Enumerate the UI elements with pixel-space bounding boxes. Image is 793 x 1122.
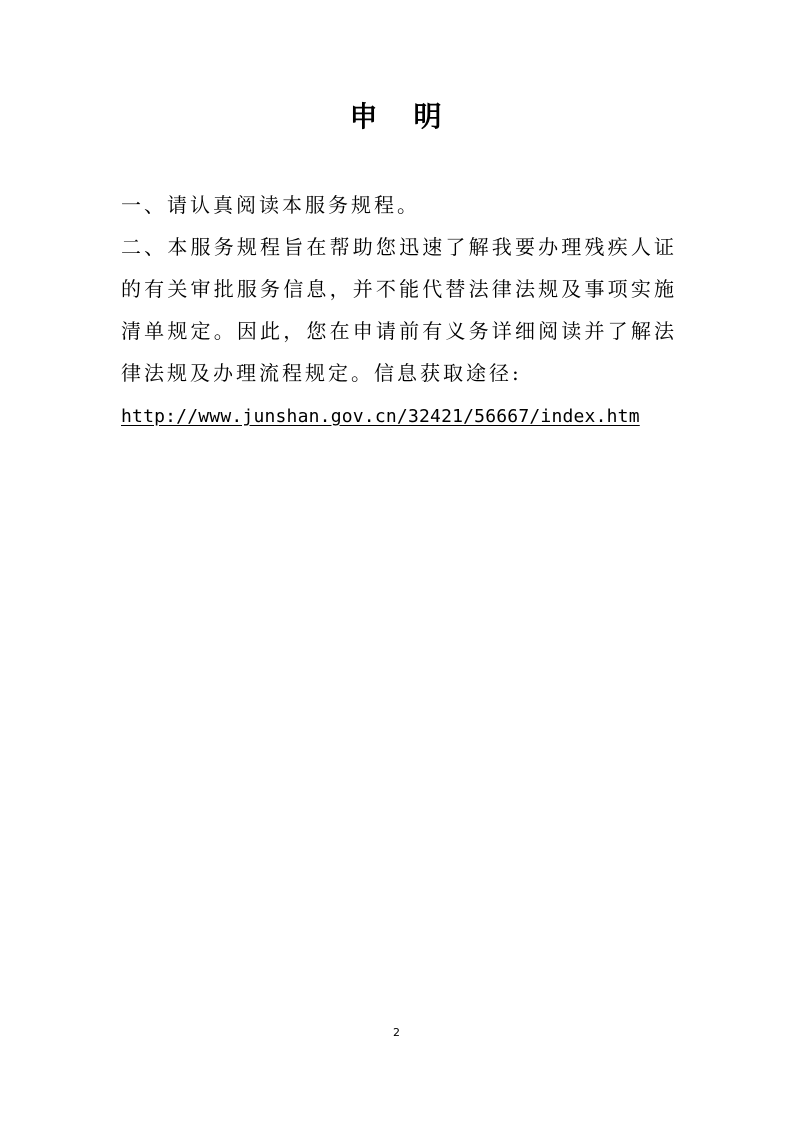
page-title [0,97,793,137]
title-char-1: 申 [349,100,380,133]
paragraph-read-rules: 一、请认真阅读本服务规程。 [121,193,420,217]
statement-body [121,184,677,394]
title-char-2: 明 [413,100,444,133]
info-source-link[interactable]: http://www.junshan.gov.cn/32421/56667/index.htm [121,406,640,427]
paragraph-disclaimer: 二、本服务规程旨在帮助您迅速了解我要办理残疾人证的有关审批服务信息，并不能代替法律法规及事项实施清单规定。因此，您在申请前有义务详细阅读并了解法律法规及办理流程规定。信息获取途径: [121,235,677,385]
page-number: 2 [393,1026,400,1039]
